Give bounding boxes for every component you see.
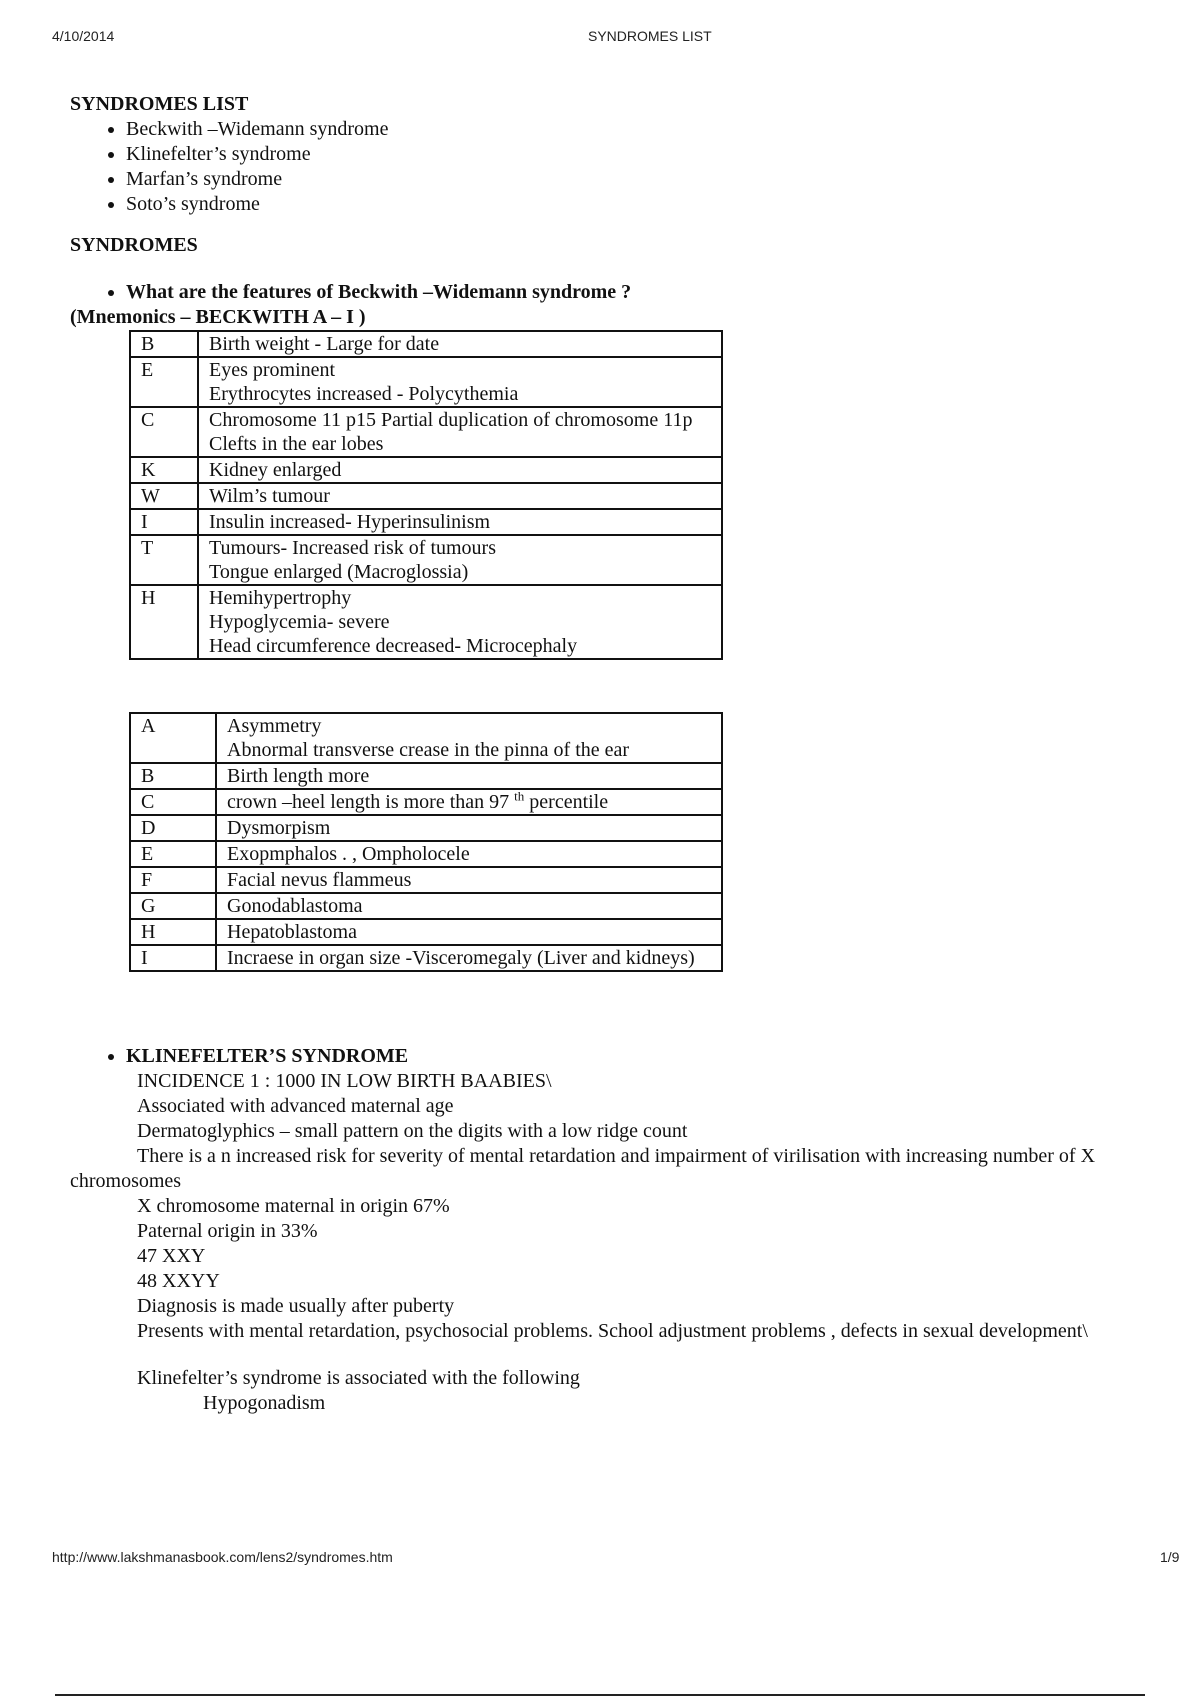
mnemonic-letter: C: [130, 789, 216, 815]
question-list: [70, 280, 1160, 305]
mnemonic-description: [198, 407, 722, 457]
mnemonic-description: [216, 763, 722, 789]
description-line: Tongue enlarged (Macroglossia): [209, 561, 469, 583]
mnemonic-description: [198, 357, 722, 407]
klinefelter-risk: There is a n increased risk for severity of mental retardation and impairment of virilisation with increasing number of X chromosomes: [70, 1145, 1096, 1192]
klinefelter-paternal-origin: Paternal origin in 33%: [137, 1220, 318, 1242]
mnemonic-letter: E: [130, 841, 216, 867]
mnemonic-description: [198, 457, 722, 483]
table-row: [130, 331, 722, 357]
table-row: [130, 919, 722, 945]
klinefelter-maternal-age: Associated with advanced maternal age: [137, 1095, 454, 1117]
ordinal-suffix: th: [514, 788, 525, 804]
mnemonic-description: [198, 535, 722, 585]
mnemonic-description: [198, 585, 722, 659]
mnemonic-letter: G: [130, 893, 216, 919]
table-row: [130, 893, 722, 919]
description-line: Hemihypertrophy: [209, 587, 352, 609]
description-line: Dysmorpism: [227, 817, 331, 839]
description-line: Erythrocytes increased - Polycythemia: [209, 383, 519, 405]
list-item: • Klinefelter’s syndrome: [126, 142, 1160, 167]
mnemonic-description: [216, 815, 722, 841]
mnemonic-description: [216, 789, 722, 815]
mnemonic-description: [216, 841, 722, 867]
mnemonic-letter: B: [130, 763, 216, 789]
mnemonic-letter: T: [130, 535, 198, 585]
mnemonic-description: [216, 867, 722, 893]
table-row: [130, 509, 722, 535]
mnemonic-letter: D: [130, 815, 216, 841]
description-line: Abnormal transverse crease in the pinna of the ear: [227, 739, 630, 761]
description-line: Chromosome 11 p15 Partial duplication of chromosome 11p: [209, 409, 693, 431]
description-line: Hepatoblastoma: [227, 921, 357, 943]
table-row: [130, 789, 722, 815]
syndromes-list: [70, 117, 1160, 217]
description-line: Incraese in organ size -Visceromegaly (Liver and kidneys): [227, 947, 695, 969]
mnemonic-letter: I: [130, 509, 198, 535]
table-row: [130, 867, 722, 893]
klinefelter-maternal-origin: X chromosome maternal in origin 67%: [137, 1195, 450, 1217]
beckwith-mnemonic-table: [129, 330, 723, 660]
print-title: SYNDROMES LIST: [588, 28, 712, 44]
mnemonic-description: [216, 713, 722, 763]
table-row: [130, 483, 722, 509]
print-date: 4/10/2014: [52, 28, 115, 44]
table-row: [130, 945, 722, 971]
list-item: • Beckwith –Widemann syndrome: [126, 117, 1160, 142]
mnemonic-caption: (Mnemonics – BECKWITH A – I ): [70, 306, 366, 328]
list-item: • Soto’s syndrome: [126, 192, 1160, 217]
mnemonic-description: [198, 331, 722, 357]
beckwith-a-i-table: [129, 712, 723, 972]
karyotype-47: 47 XXY: [137, 1245, 206, 1267]
description-text: crown –heel length is more than 97: [227, 791, 515, 813]
list-item: • Marfan’s syndrome: [126, 167, 1160, 192]
beckwith-question: • What are the features of Beckwith –Widemann syndrome ?: [126, 280, 1160, 305]
klinefelter-hypogonadism: Hypogonadism: [203, 1392, 326, 1414]
mnemonic-letter: H: [130, 919, 216, 945]
klinefelter-incidence: INCIDENCE 1 : 1000 IN LOW BIRTH BAABIES\: [137, 1070, 552, 1092]
table-row: [130, 535, 722, 585]
mnemonic-letter: B: [130, 331, 198, 357]
mnemonic-letter: H: [130, 585, 198, 659]
table-row: [130, 763, 722, 789]
mnemonic-description: [198, 483, 722, 509]
description-line: Facial nevus flammeus: [227, 869, 412, 891]
mnemonic-letter: K: [130, 457, 198, 483]
description-line: Eyes prominent: [209, 359, 336, 381]
description-line: Clefts in the ear lobes: [209, 433, 384, 455]
klinefelter-heading: • KLINEFELTER’S SYNDROME: [126, 1044, 1160, 1069]
mnemonic-description: [216, 945, 722, 971]
description-line: Exopmphalos . , Ompholocele: [227, 843, 470, 865]
klinefelter-presentation: Presents with mental retardation, psychosocial problems. School adjustment problems , defects in sexual development\: [137, 1320, 1088, 1342]
page-number: 1/9: [1160, 1549, 1180, 1565]
mnemonic-letter: E: [130, 357, 198, 407]
klinefelter-associations: Klinefelter’s syndrome is associated with the following: [137, 1367, 580, 1389]
table-row: [130, 815, 722, 841]
description-line: Hypoglycemia- severe: [209, 611, 390, 633]
klinefelter-list: [70, 1044, 1160, 1069]
table-row: [130, 457, 722, 483]
description-line: Insulin increased- Hyperinsulinism: [209, 511, 491, 533]
description-line: Birth length more: [227, 765, 370, 787]
description-line: Tumours- Increased risk of tumours: [209, 537, 497, 559]
bottom-rule: [55, 1694, 1145, 1696]
mnemonic-letter: C: [130, 407, 198, 457]
description-line: Kidney enlarged: [209, 459, 342, 481]
mnemonic-description: [216, 919, 722, 945]
syndromes-heading: SYNDROMES: [70, 234, 198, 256]
klinefelter-diagnosis: Diagnosis is made usually after puberty: [137, 1295, 455, 1317]
description-line: Birth weight - Large for date: [209, 333, 440, 355]
table-row: [130, 585, 722, 659]
print-url: http://www.lakshmanasbook.com/lens2/syndromes.htm: [52, 1549, 393, 1565]
mnemonic-letter: A: [130, 713, 216, 763]
description-line: Asymmetry: [227, 715, 322, 737]
table-row: [130, 841, 722, 867]
description-line: Gonodablastoma: [227, 895, 363, 917]
table-row: [130, 407, 722, 457]
description-line: Wilm’s tumour: [209, 485, 330, 507]
description-text: percentile: [524, 791, 609, 813]
document-body: [70, 92, 1160, 1416]
mnemonic-description: [198, 509, 722, 535]
mnemonic-letter: F: [130, 867, 216, 893]
mnemonic-letter: W: [130, 483, 198, 509]
description-line: Head circumference decreased- Microcephaly: [209, 635, 578, 657]
klinefelter-dermatoglyphics: Dermatoglyphics – small pattern on the digits with a low ridge count: [137, 1120, 688, 1142]
table-row: [130, 713, 722, 763]
mnemonic-description: [216, 893, 722, 919]
list-heading: SYNDROMES LIST: [70, 93, 249, 115]
karyotype-48: 48 XXYY: [137, 1270, 220, 1292]
table-row: [130, 357, 722, 407]
mnemonic-letter: I: [130, 945, 216, 971]
